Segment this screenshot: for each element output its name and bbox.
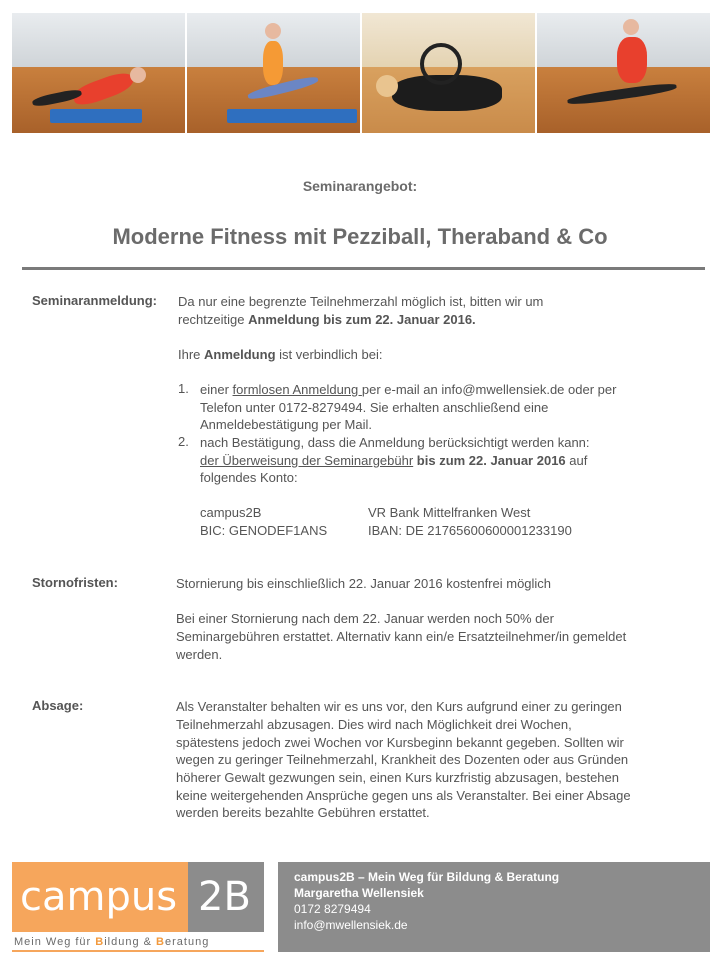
absage-line2: Teilnehmerzahl abzusagen. Dies wird nach Möglichkeit drei Wochen, xyxy=(176,717,572,732)
page-title: Moderne Fitness mit Pezziball, Theraband & Co xyxy=(112,224,608,249)
storno-line1: Stornierung bis einschließlich 22. Januar 2016 kostenfrei möglich xyxy=(176,576,552,591)
iban: IBAN: DE 21765600600001233190 xyxy=(368,523,572,538)
list-number-2: 2. xyxy=(178,434,189,449)
bic: BIC: GENODEF1ANS xyxy=(200,523,328,538)
section-label-storno: Stornofristen: xyxy=(32,575,118,590)
logo-underline xyxy=(12,950,264,952)
bank-name: VR Bank Mittelfranken West xyxy=(368,505,531,520)
list-item-2-line1: nach Bestätigung, dass die Anmeldung berücksichtigt werden kann: xyxy=(200,435,590,450)
list-item-2-line2: der Überweisung der Seminargebühr bis zum 22. Januar 2016 auf xyxy=(200,453,588,468)
logo-word-campus: campus xyxy=(20,874,178,920)
anmeldung-intro-line2: rechtzeitige Anmeldung bis zum 22. Januar 2016. xyxy=(178,312,476,327)
storno-line2: Bei einer Stornierung nach dem 22. Januar werden noch 50% der xyxy=(176,611,554,626)
photo-ring-crunch xyxy=(362,13,535,133)
storno-line4: werden. xyxy=(176,647,223,662)
list-item-1-line3: Anmeldebestätigung per Mail. xyxy=(200,417,372,432)
absage-line7: werden bereits bezahlte Gebühren erstattet. xyxy=(176,805,430,820)
anmeldung-intro-line1: Da nur eine begrenzte Teilnehmerzahl möglich ist, bitten wir um xyxy=(178,294,544,309)
contact-box xyxy=(278,862,710,952)
account-name: campus2B xyxy=(200,505,262,520)
list-number-1: 1. xyxy=(178,381,189,396)
seminar-kicker: Seminarangebot: xyxy=(302,178,418,194)
photo-theraband-lunge xyxy=(537,13,710,133)
absage-line4: wegen zu geringer Teilnehmerzahl, Krankheit des Dozenten oder aus Gründen xyxy=(176,752,629,767)
contact-phone: 0172 8279494 xyxy=(294,902,371,916)
list-item-1-line1: einer formlosen Anmeldung per e-mail an info@mwellensiek.de oder per xyxy=(200,382,617,397)
logo-tagline: Mein Weg für Bildung & Beratung xyxy=(14,936,210,948)
section-label-absage: Absage: xyxy=(32,698,84,713)
photo-banner xyxy=(12,13,710,133)
contact-email[interactable]: info@mwellensiek.de xyxy=(294,918,408,932)
storno-line3: Seminargebühren erstattet. Alternativ kann ein/e Ersatzteilnehmer/in gemeldet xyxy=(176,629,627,644)
contact-person: Margaretha Wellensiek xyxy=(294,886,424,900)
anmeldung-verbindlich: Ihre Anmeldung ist verbindlich bei: xyxy=(178,347,383,362)
campus2b-logo xyxy=(12,862,264,952)
title-divider xyxy=(22,267,705,270)
list-item-2-line3: folgendes Konto: xyxy=(200,470,298,485)
contact-org: campus2B – Mein Weg für Bildung & Beratung xyxy=(294,870,560,884)
absage-line5: höherer Gewalt gezwungen sein, einen Kurs kurzfristig abzusagen, bestehen xyxy=(176,770,619,785)
photo-side-plank xyxy=(12,13,185,133)
photo-lunge-stretch xyxy=(187,13,360,133)
logo-word-2b: 2B xyxy=(198,874,251,920)
absage-line6: keine weitergehenden Ansprüche gegen uns als Veranstalter. Bei einer Absage xyxy=(176,788,631,803)
absage-line1: Als Veranstalter behalten wir es uns vor, den Kurs aufgrund einer zu geringen xyxy=(176,699,622,714)
section-label-anmeldung: Seminaranmeldung: xyxy=(32,293,157,308)
absage-line3: spätestens jedoch zwei Wochen vor Kursbeginn bekannt gegeben. Sollten wir xyxy=(176,735,624,750)
list-item-1-line2: Telefon unter 0172-8279494. Sie erhalten anschließend eine xyxy=(200,400,549,415)
